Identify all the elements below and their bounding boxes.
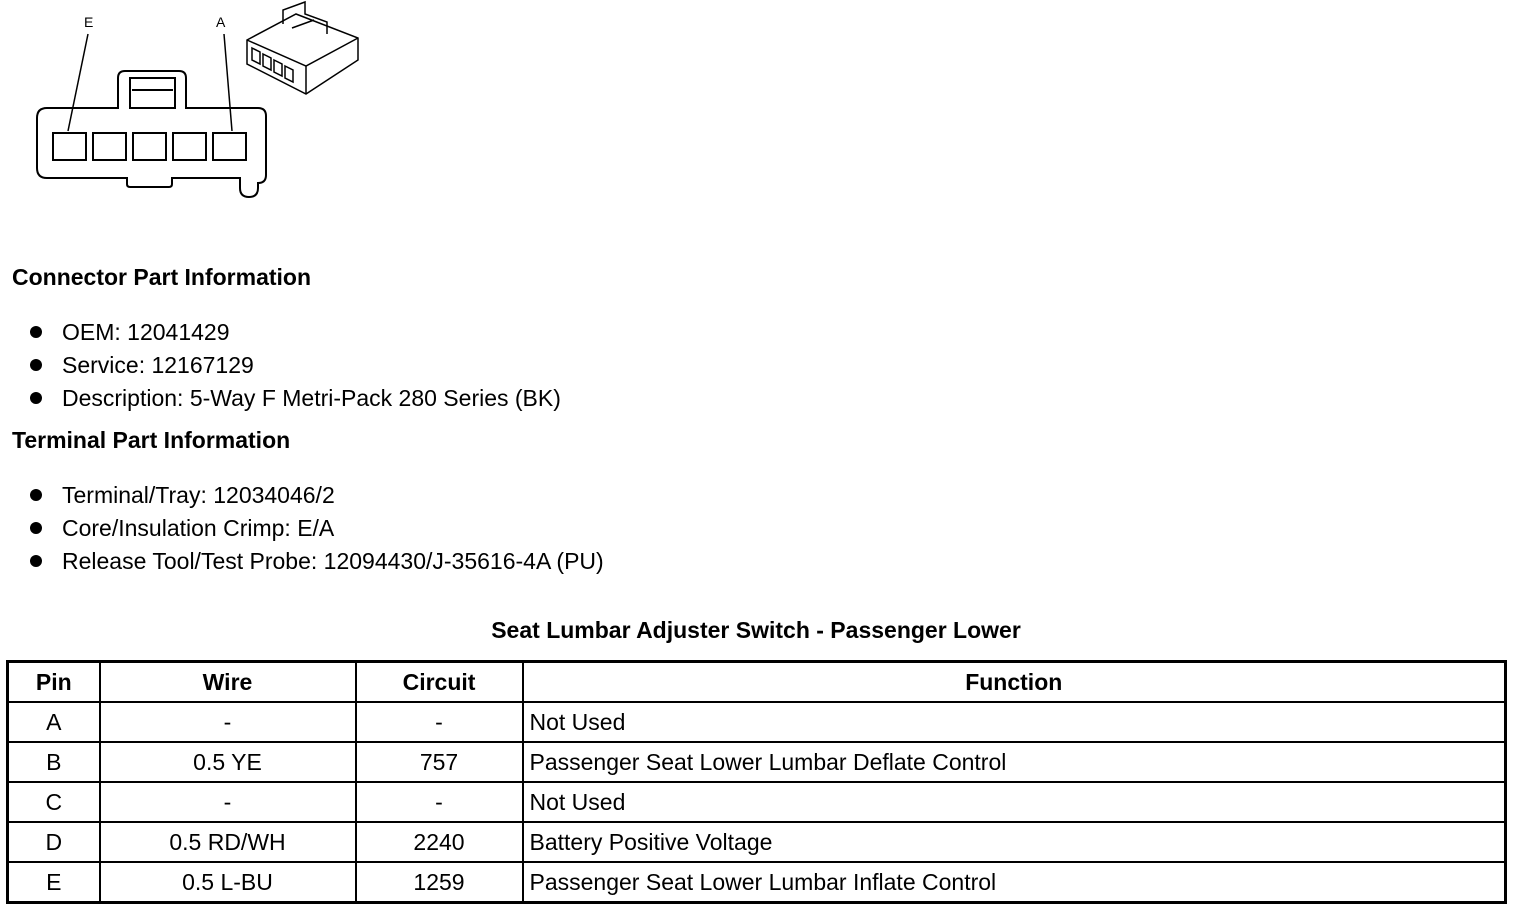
terminal-cavity-b (173, 133, 206, 160)
cell-pin: A (8, 702, 100, 742)
leader-line-e (68, 34, 88, 131)
terminal-cavity-e (53, 133, 86, 160)
table-title: Seat Lumbar Adjuster Switch - Passenger Lower (491, 617, 1021, 643)
connector-part-info-heading: Connector Part Information (12, 264, 312, 290)
cell-function: Passenger Seat Lower Lumbar Deflate Control (523, 742, 1506, 782)
cell-pin: C (8, 782, 100, 822)
list-item: Release Tool/Test Probe: 12094430/J-35616-4A (PU) (28, 545, 604, 578)
table-row (8, 782, 1506, 822)
header-function: Function (523, 662, 1506, 703)
terminal-part-info-heading: Terminal Part Information (12, 427, 291, 453)
cell-circuit: 757 (356, 742, 523, 782)
cell-function: Passenger Seat Lower Lumbar Inflate Control (523, 862, 1506, 903)
cell-pin: E (8, 862, 100, 903)
pin-label-a: A (216, 14, 226, 30)
cell-wire: - (100, 702, 356, 742)
lock-tab (130, 78, 175, 108)
list-item: Service: 12167129 (28, 349, 561, 382)
connector-iso-view (247, 2, 358, 94)
table-header-row (8, 662, 1506, 703)
cell-wire: 0.5 L-BU (100, 862, 356, 903)
cell-pin: B (8, 742, 100, 782)
pin-label-e: E (84, 14, 94, 30)
cell-circuit: 1259 (356, 862, 523, 903)
terminal-part-info-list (28, 479, 604, 578)
pinout-table (6, 660, 1507, 904)
cell-wire: 0.5 YE (100, 742, 356, 782)
cell-function: Not Used (523, 702, 1506, 742)
cell-circuit: 2240 (356, 822, 523, 862)
terminal-cavity-c (133, 133, 166, 160)
cell-function: Battery Positive Voltage (523, 822, 1506, 862)
list-item: OEM: 12041429 (28, 316, 561, 349)
header-wire: Wire (100, 662, 356, 703)
cell-wire: - (100, 782, 356, 822)
connector-part-info-list (28, 316, 561, 415)
list-item: Description: 5-Way F Metri-Pack 280 Series (BK) (28, 382, 561, 415)
cell-circuit: - (356, 702, 523, 742)
table-row (8, 742, 1506, 782)
header-circuit: Circuit (356, 662, 523, 703)
list-item: Terminal/Tray: 12034046/2 (28, 479, 604, 512)
terminal-cavity-a (213, 133, 246, 160)
connector-diagram (0, 0, 380, 215)
table-row (8, 702, 1506, 742)
cell-circuit: - (356, 782, 523, 822)
list-item: Core/Insulation Crimp: E/A (28, 512, 604, 545)
leader-line-a (224, 34, 232, 131)
table-row (8, 822, 1506, 862)
terminal-cavity-d (93, 133, 126, 160)
cell-function: Not Used (523, 782, 1506, 822)
cell-pin: D (8, 822, 100, 862)
cell-wire: 0.5 RD/WH (100, 822, 356, 862)
header-pin: Pin (8, 662, 100, 703)
table-row (8, 862, 1506, 903)
